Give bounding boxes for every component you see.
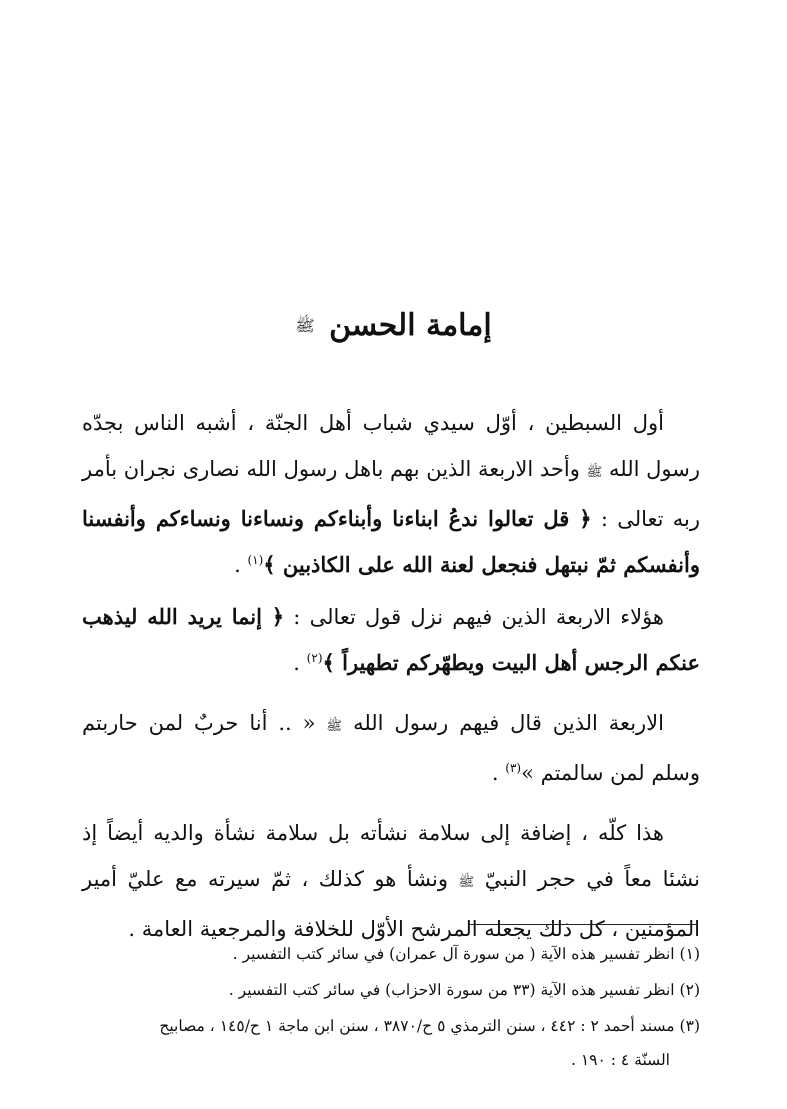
p3-end: . — [491, 761, 499, 785]
p1-end: . — [234, 553, 241, 577]
footnote-divider — [468, 924, 696, 925]
paragraph-4 — [82, 810, 700, 952]
p1-text-b: وأحد الاربعة الذين بهم باهل رسول الله نصارى نجران بأمر ربه تعالى : — [82, 457, 700, 531]
footnote-1-text: انظر تفسير هذه الآية ( من سورة آل عمران) في سائر كتب التفسير . — [232, 945, 675, 963]
p1-quran-quote: ﴿ قل تعالوا ندعُ ابناءنا وأبناءكم ونساءنا ونساءكم وأنفسنا وأنفسكم ثمّ نبتهل فنجعل لعنة الله على الكاذبين ﴾ — [82, 506, 700, 577]
footnote-2-text: انظر تفسير هذه الآية (٣٣ من سورة الاحزاب) في سائر كتب التفسير . — [228, 981, 675, 999]
p1-text-a: أول السبطين ، أوّل سيدي شباب أهل الجنّة ، أشبه الناس بجدّه رسول الله — [82, 411, 700, 481]
paragraph-2 — [82, 594, 700, 686]
p2-text-a: هؤلاء الاربعة الذين فيهم نزل قول تعالى : — [293, 605, 664, 629]
footnote-3-number: (٣) — [679, 1017, 700, 1035]
p1-footnote-ref: (١) — [247, 553, 264, 567]
footnote-1-number: (١) — [679, 945, 700, 963]
p4-text-b: ونشأ هو كذلك ، ثمّ سيرته مع عليّ أمير المؤمنين ، كل ذلك يجعله المرشح الأوّل للخلافة والمرجعية العامة . — [82, 867, 700, 941]
footnote-1 — [82, 936, 700, 972]
main-text — [82, 400, 700, 966]
footnotes — [82, 936, 700, 1076]
p2-footnote-ref: (٢) — [306, 651, 323, 665]
title-text: إمامة الحسن — [329, 308, 492, 343]
footnote-3-text: مسند أحمد ٢ : ٤٤٢ ، سنن الترمذي ٥ ح/٣٨٧٠ ، سنن ابن ماجة ١ ح/١٤٥ ، مصابيح — [159, 1017, 675, 1035]
p3-footnote-ref: (٣) — [505, 761, 522, 775]
p3-honorific: ﷺ — [326, 719, 343, 734]
footnote-2-number: (٢) — [679, 981, 700, 999]
footnote-2 — [82, 972, 700, 1008]
footnote-3 — [82, 1008, 700, 1076]
paragraph-1 — [82, 400, 700, 588]
p3-text-b: « .. أنا حربٌ لمن حاربتم وسلم لمن سالمتم » — [82, 711, 700, 785]
p4-honorific: ﷺ — [458, 875, 475, 890]
footnote-3-continuation: السنّة ٤ : ١٩٠ . — [570, 1051, 670, 1069]
p2-end: . — [293, 651, 300, 675]
honorific-symbol: ﷺ — [295, 315, 315, 335]
p4-text-a: هذا كلّه ، إضافة إلى سلامة نشأته بل سلامة نشأة والديه أيضاً إذ نشئا معاً في حجر النبيّ — [82, 821, 700, 891]
paragraph-3 — [82, 700, 700, 796]
p1-honorific: ﷺ — [586, 465, 603, 480]
p2-quran-quote: ﴿ إنما يريد الله ليذهب عنكم الرجس أهل البيت ويطهّركم تطهيراً ﴾ — [82, 604, 700, 675]
p3-text-a: الاربعة الذين قال فيهم رسول الله — [353, 711, 664, 735]
page-title — [0, 308, 787, 343]
